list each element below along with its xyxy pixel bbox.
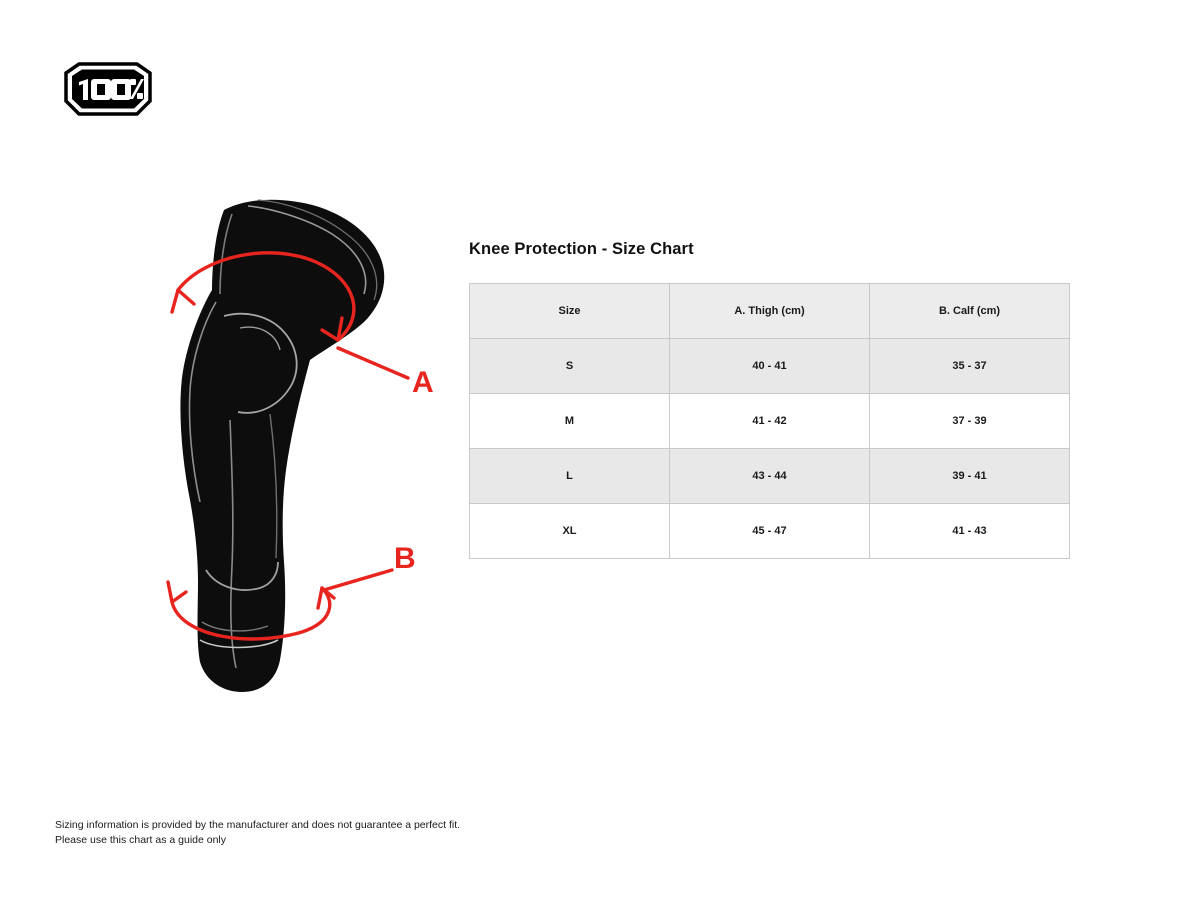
cell-thigh: 40 - 41 — [670, 339, 870, 394]
column-header-thigh: A. Thigh (cm) — [670, 284, 870, 339]
table-row — [470, 339, 1070, 394]
table-header-row — [470, 284, 1070, 339]
table-row — [470, 504, 1070, 559]
cell-size: L — [470, 449, 670, 504]
column-header-calf: B. Calf (cm) — [870, 284, 1070, 339]
cell-size: XL — [470, 504, 670, 559]
size-chart-section — [469, 240, 1071, 559]
hundred-percent-logo-icon — [62, 62, 154, 116]
disclaimer — [55, 818, 460, 848]
cell-calf: 39 - 41 — [870, 449, 1070, 504]
cell-size: S — [470, 339, 670, 394]
knee-guard-illustration — [120, 170, 460, 710]
cell-thigh: 45 - 47 — [670, 504, 870, 559]
cell-thigh: 43 - 44 — [670, 449, 870, 504]
table-row — [470, 394, 1070, 449]
cell-size: M — [470, 394, 670, 449]
disclaimer-line-1: Sizing information is provided by the manufacturer and does not guarantee a perfect fit. — [55, 819, 461, 831]
table-row — [470, 449, 1070, 504]
knee-guard-shape — [180, 200, 384, 692]
brand-logo — [62, 62, 154, 116]
cell-calf: 37 - 39 — [870, 394, 1070, 449]
size-chart-table — [469, 283, 1070, 559]
column-header-size: Size — [470, 284, 670, 339]
label-b: B — [394, 542, 416, 575]
label-a: A — [412, 366, 434, 399]
cell-calf: 35 - 37 — [870, 339, 1070, 394]
cell-thigh: 41 - 42 — [670, 394, 870, 449]
page-title: Knee Protection - Size Chart — [469, 240, 694, 258]
cell-calf: 41 - 43 — [870, 504, 1070, 559]
disclaimer-line-2: Please use this chart as a guide only — [55, 834, 227, 847]
